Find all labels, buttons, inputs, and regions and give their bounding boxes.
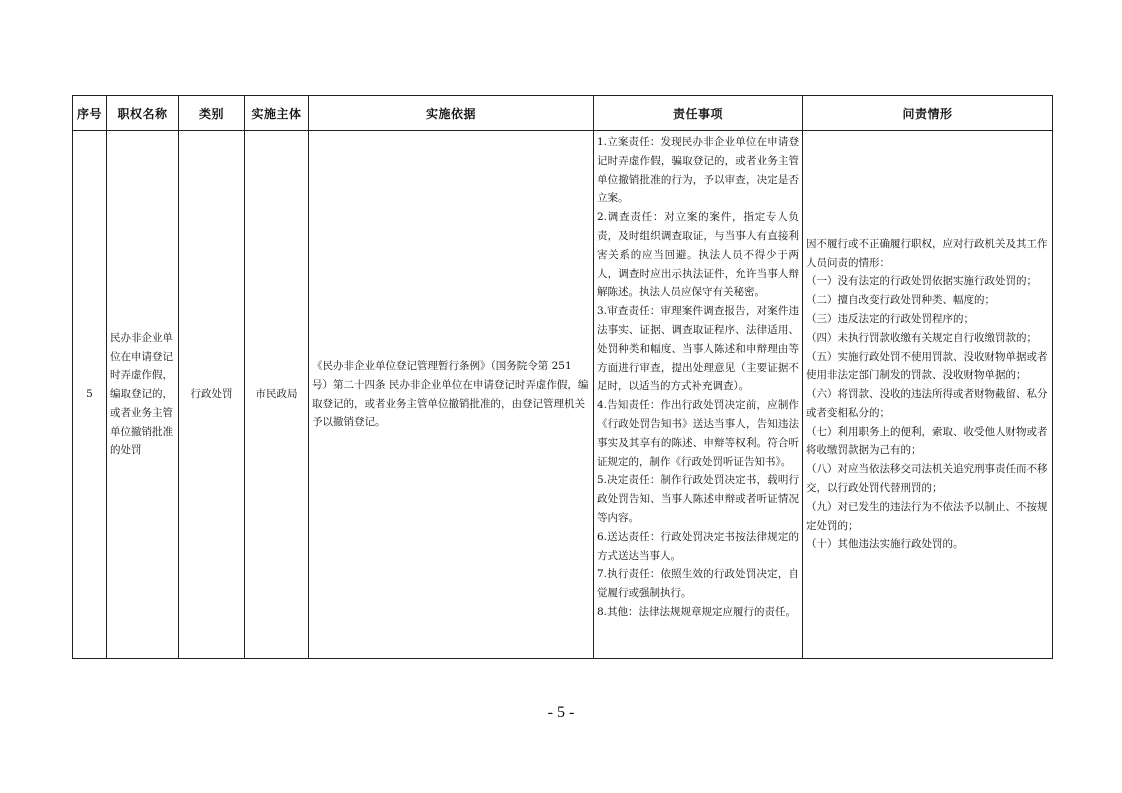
responsibility-item: 7.执行责任：依照生效的行政处罚决定，自觉履行或强制执行。 — [597, 568, 799, 600]
responsibility-item: 4.告知责任：作出行政处罚决定前，应制作《行政处罚告知书》送达当事人，告知违法事实及其享有的陈述、申辩等权利。符合听证规定的，制作《行政处罚听证告知书》。 — [597, 399, 799, 468]
accountability-item: （三）违反法定的行政处罚程序的； — [806, 312, 974, 325]
responsibility-item: 6.送达责任：行政处罚决定书按法律规定的方式送达当事人。 — [597, 530, 799, 562]
accountability-item: （六）将罚款、没收的违法所得或者财物截留、私分或者变相私分的； — [806, 388, 1048, 419]
header-accountability: 问责情形 — [803, 96, 1053, 131]
accountability-item: （五）实施行政处罚不使用罚款、没收财物单据或者使用非法定部门制发的罚款、没收财物单据的； — [806, 350, 1048, 382]
header-subject: 实施主体 — [245, 96, 309, 131]
header-responsibilities: 责任事项 — [594, 96, 803, 131]
cell-name: 民办非企业单位在申请登记时弄虚作假，编取登记的，或者业务主管单位撤销批准的处罚 — [107, 131, 179, 659]
accountability-item: （一）没有法定的行政处罚依据实施行政处罚的； — [806, 275, 1037, 288]
accountability-intro: 因不履行或不正确履行职权，应对行政机关及其工作人员问责的情形： — [806, 237, 1048, 269]
cell-no: 5 — [73, 131, 107, 659]
power-list-table — [72, 95, 1053, 659]
cell-category: 行政处罚 — [179, 131, 245, 659]
table-row — [73, 131, 1053, 659]
responsibility-item: 3.审查责任：审理案件调查报告，对案件违法事实、证据、调查取证程序、法律适用、处罚种类和幅度、当事人陈述和申辩理由等方面进行审查，提出处理意见（主要证据不足时，以适当的方式补充调查）。 — [597, 305, 799, 393]
header-category: 类别 — [179, 96, 245, 131]
cell-accountability — [803, 131, 1053, 659]
cell-responsibilities — [594, 131, 803, 659]
accountability-item: （九）对已发生的违法行为不依法予以制止、不按规定处罚的； — [806, 500, 1048, 532]
cell-basis: 《民办非企业单位登记管理暂行条例》（国务院令第 251 号）第二十四条 民办非企业单位在申请登记时弄虚作假，编取登记的，或者业务主管单位撤销批准的，由登记管理机关予以撤销登记。 — [309, 131, 594, 659]
accountability-item: （二）擅自改变行政处罚种类、幅度的； — [806, 294, 995, 307]
header-no: 序号 — [73, 96, 107, 131]
accountability-item: （八）对应当依法移交司法机关追究刑事责任而不移交，以行政处罚代替刑罚的； — [806, 463, 1048, 495]
responsibility-item: 1.立案责任：发现民办非企业单位在申请登记时弄虚作假，骗取登记的，或者业务主管单位撤销批准的行为，予以审查，决定是否立案。 — [597, 136, 799, 205]
responsibility-item: 2.调查责任：对立案的案件，指定专人负责，及时组织调查取证，与当事人有直接利害关系的应当回避。执法人员不得少于两人，调查时应出示执法证件，允许当事人辩解陈述。执法人员应保守有关秘密。 — [597, 211, 799, 299]
header-name: 职权名称 — [107, 96, 179, 131]
accountability-item: （十）其他违法实施行政处罚的。 — [806, 538, 964, 551]
header-basis: 实施依据 — [309, 96, 594, 131]
table-header-row — [73, 96, 1053, 131]
page-number: - 5 - — [547, 704, 575, 721]
accountability-item: （四）未执行罚款收缴有关规定自行收缴罚款的； — [806, 331, 1037, 344]
cell-subject: 市民政局 — [245, 131, 309, 659]
responsibility-item: 8.其他：法律法规规章规定应履行的责任。 — [597, 605, 797, 618]
accountability-item: （七）利用职务上的便利，索取、收受他人财物或者将收缴罚款据为己有的； — [806, 425, 1048, 457]
responsibility-item: 5.决定责任：制作行政处罚决定书，载明行政处罚告知、当事人陈述申辩或者听证情况等内容。 — [597, 474, 799, 524]
